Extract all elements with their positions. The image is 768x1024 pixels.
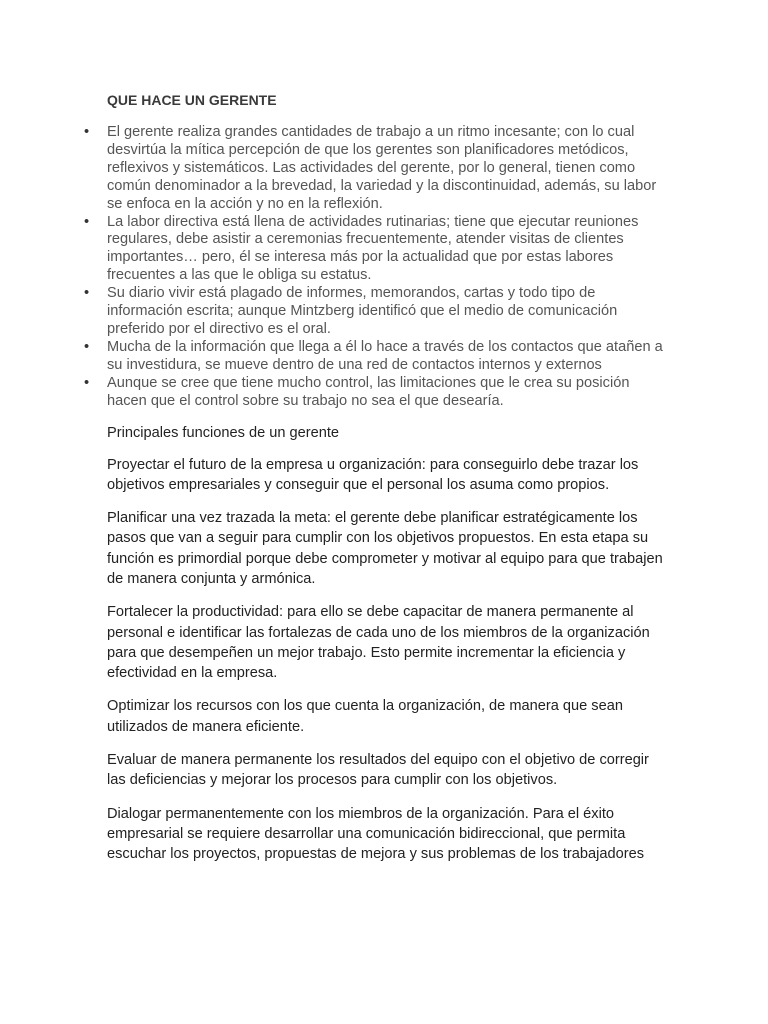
paragraph: Evaluar de manera permanente los resultados del equipo con el objetivo de corregir las deficiencias y mejorar los procesos para cumplir con los objetivos. [107, 752, 649, 789]
paragraph: Fortalecer la productividad: para ello se debe capacitar de manera permanente al personal e identificar las fortalezas de cada uno de los miembros de la organización para que desempeñen un mejor trabajo. Esto permite incrementar la eficiencia y efectividad en la empresa. [107, 604, 650, 682]
paragraph: Proyectar el futuro de la empresa u organización: para conseguirlo debe trazar los objetivos empresariales y conseguir que el personal los asuma como propios. [107, 456, 639, 493]
document-page [107, 90, 663, 878]
bullet-item: • Mucha de la información que llega a él lo hace a través de los contactos que atañen a su investidura, se mueve dentro de una red de contactos internos y externos [107, 339, 663, 375]
bullet-item: • Aunque se cree que tiene mucho control, las limitaciones que le crea su posición hacen que el control sobre su trabajo no sea el que desearía. [107, 375, 663, 411]
section-subheading: Principales funciones de un gerente [107, 424, 340, 441]
bullet-item: • La labor directiva está llena de actividades rutinarias; tiene que ejecutar reuniones regulares, debe asistir a ceremonias frecuentemente, atender visitas de clientes importantes… pero, él se interesa más por la actualidad que por estas labores frecuentes a las que le obliga su estatus. [107, 214, 663, 286]
bullet-item: • Su diario vivir está plagado de informes, memorandos, cartas y todo tipo de información escrita; aunque Mintzberg identificó que el medio de comunicación preferido por el directivo es el oral. [107, 285, 663, 339]
paragraph: Planificar una vez trazada la meta: el gerente debe planificar estratégicamente los pasos que van a seguir para cumplir con los objetivos propuestos. En esta etapa su función es primordial porque debe comprometer y motivar al equipo para que trabajen de manera conjunta y armónica. [107, 510, 663, 587]
paragraph: Optimizar los recursos con los que cuenta la organización, de manera que sean utilizados de manera eficiente. [107, 698, 623, 735]
document-title: QUE HACE UN GERENTE [107, 92, 277, 108]
bullet-list [107, 124, 663, 411]
bullet-item: • El gerente realiza grandes cantidades de trabajo a un ritmo incesante; con lo cual desvirtúa la mítica percepción de que los gerentes son planificadores metódicos, reflexivos y sistemáticos. Las actividades del gerente, por lo general, tienen como común denominador a la brevedad, la variedad y la discontinuidad, además, su labor se enfoca en la acción y no en la reflexión. [107, 124, 663, 214]
paragraph: Dialogar permanentemente con los miembros de la organización. Para el éxito empresarial se requiere desarrollar una comunicación bidireccional, que permita escuchar los proyectos, propuestas de mejora y sus problemas de los trabajadores [107, 805, 645, 863]
